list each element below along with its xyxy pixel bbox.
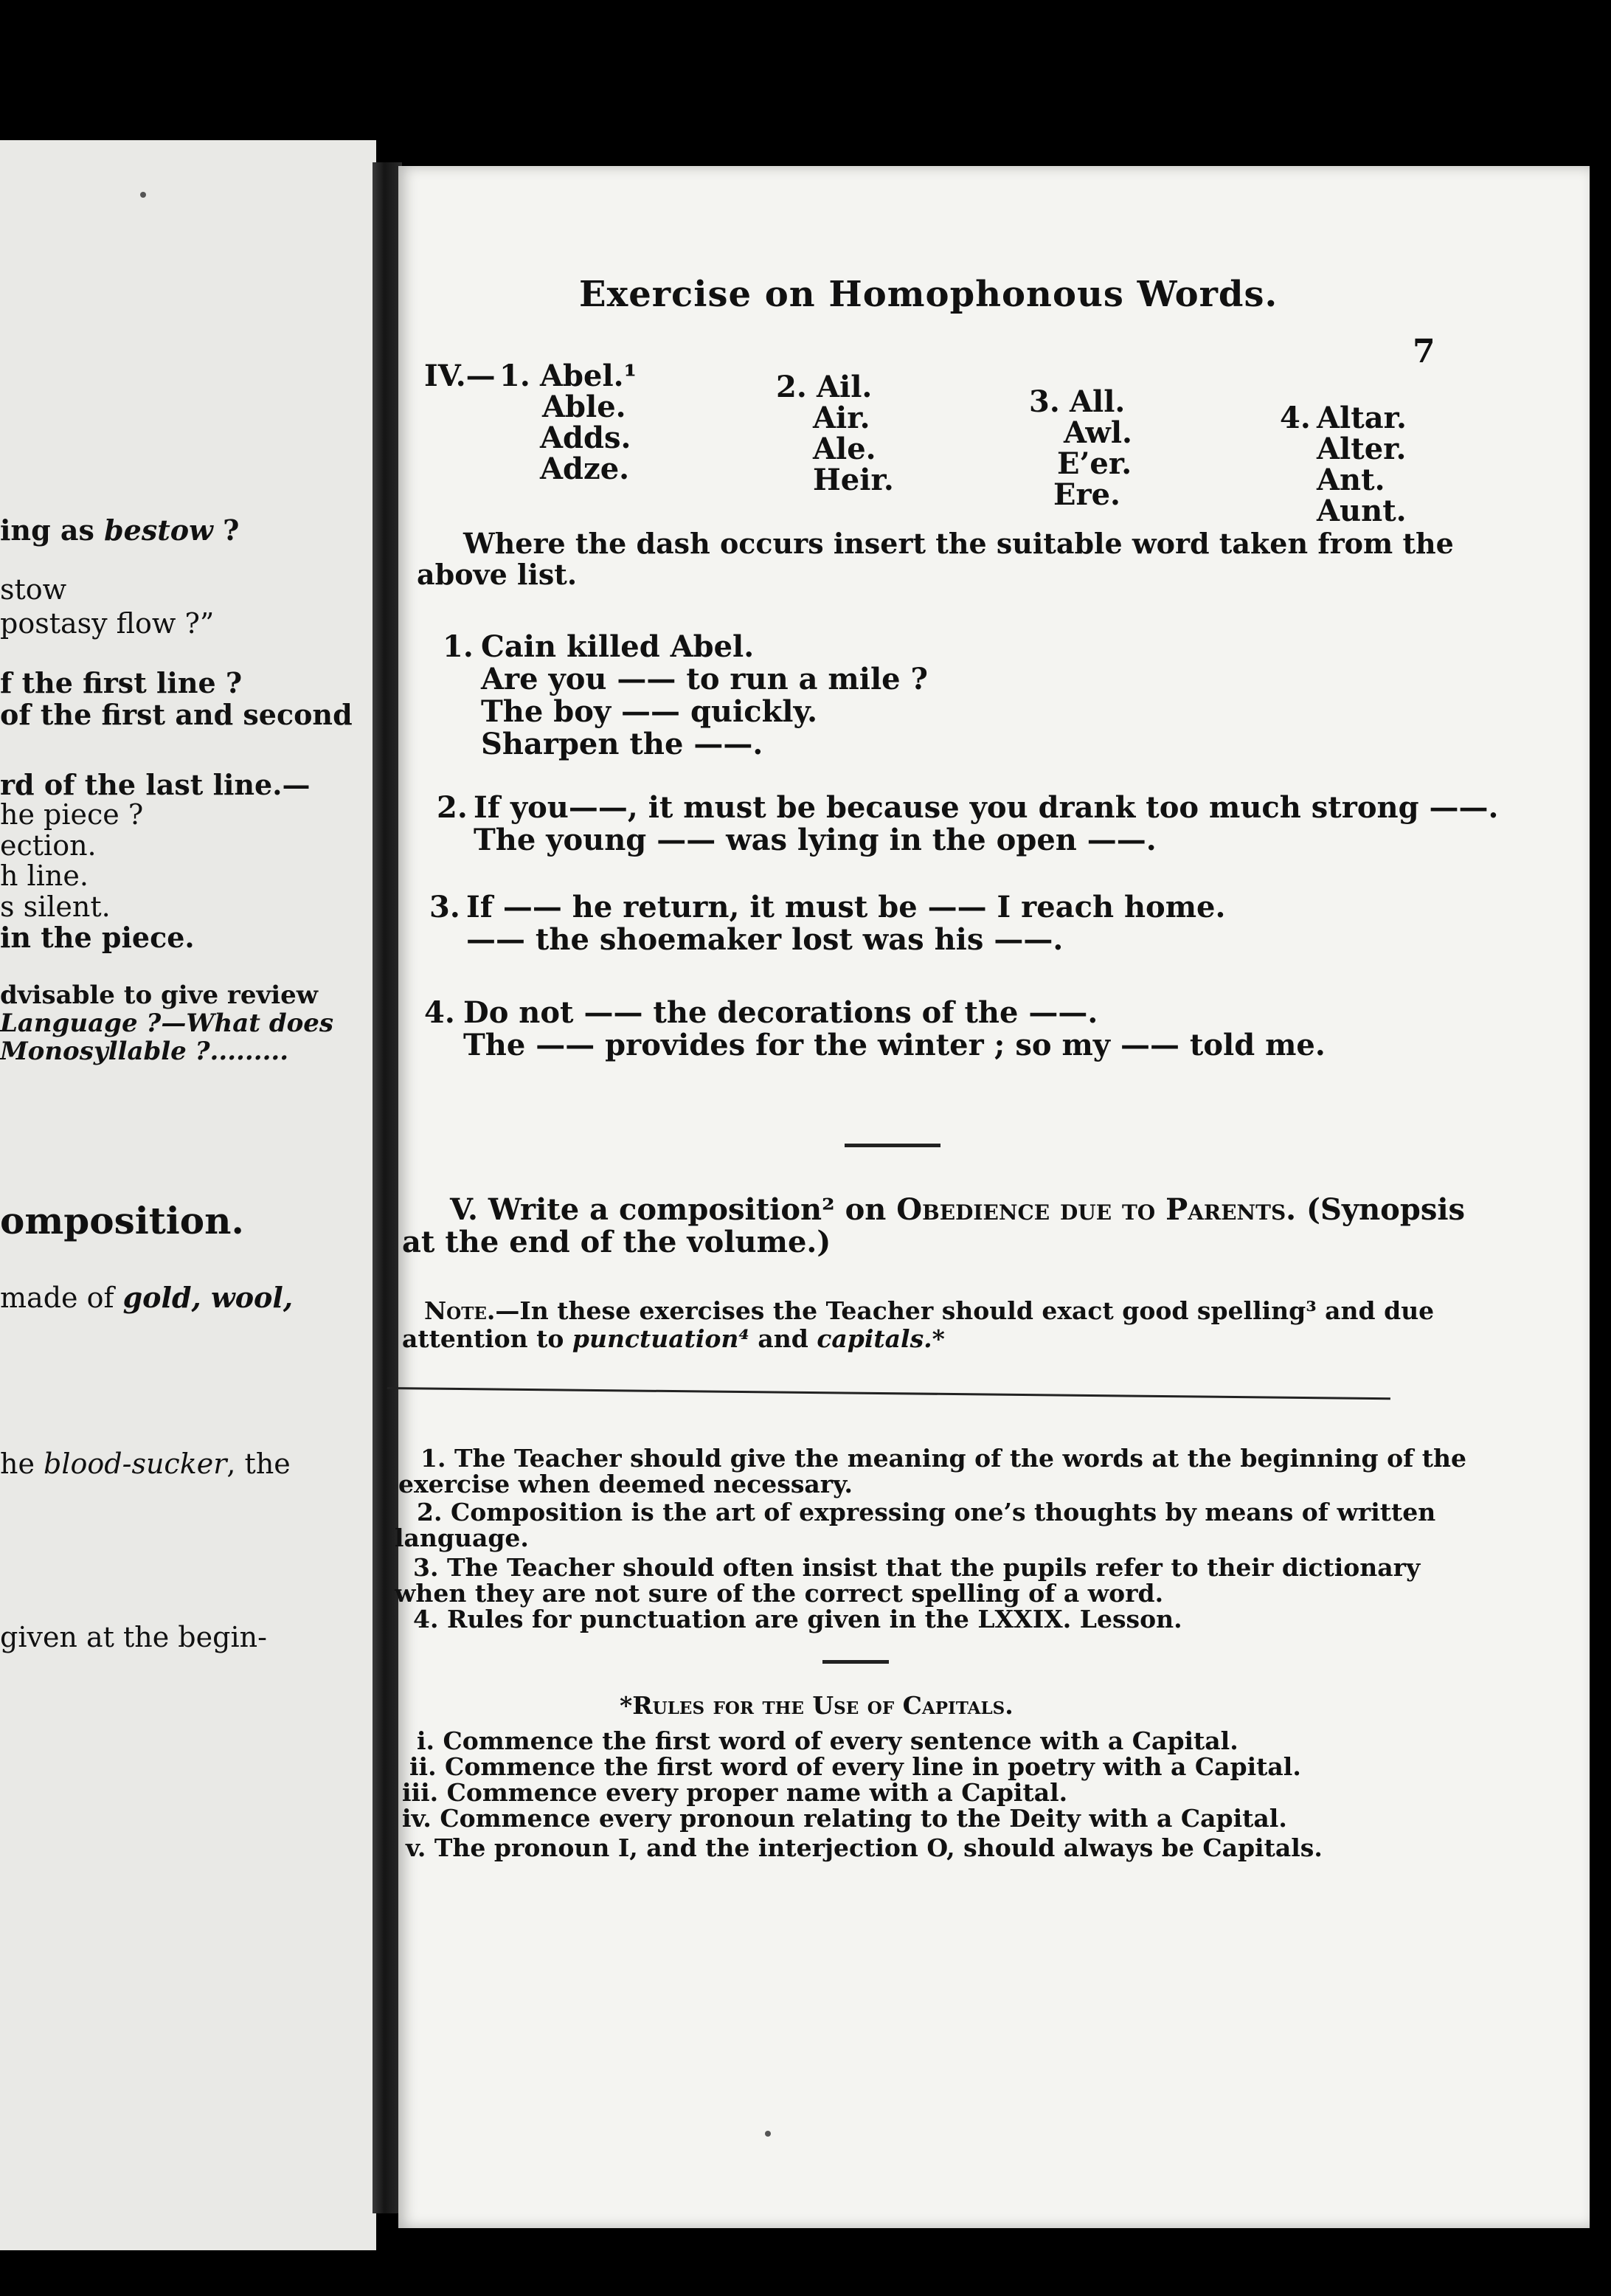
group-word: Altar. — [1317, 401, 1407, 435]
left-line: given at the begin- — [0, 1621, 267, 1653]
left-line: stow — [0, 573, 67, 606]
exercise-line: If —— he return, it must be —— I reach home. — [466, 890, 1226, 924]
group-word: Ail. — [817, 370, 873, 404]
left-line: ing as bestow ? — [0, 514, 240, 547]
group-word: Alter. — [1317, 432, 1407, 466]
left-line: h line. — [0, 860, 89, 892]
group-number: 2. — [776, 370, 807, 404]
book-spine — [373, 162, 402, 2213]
left-line: Monosyllable ?......... — [0, 1037, 289, 1066]
group-word: Heir. — [813, 463, 894, 497]
group-word: E’er. — [1057, 446, 1132, 481]
page-number: 7 — [1413, 333, 1435, 370]
group-word: Ale. — [813, 432, 876, 466]
exercise-iv-label: IV.— — [424, 359, 496, 393]
footnote-line: language. — [395, 1524, 529, 1552]
rule-line: iv. Commence every pronoun relating to the Deity with a Capital. — [402, 1804, 1287, 1833]
group-number: 1. — [499, 359, 530, 393]
group-word: Aunt. — [1317, 494, 1407, 528]
group-word: Able. — [542, 390, 626, 424]
left-heading: omposition. — [0, 1199, 244, 1242]
instruction-line: Where the dash occurs insert the suitable word taken from the — [463, 527, 1454, 560]
exercise-line: The —— provides for the winter ; so my —— told me. — [463, 1028, 1326, 1062]
exercise-v-line: V. Write a composition² on Obedience due to Parents. (Synopsis — [450, 1192, 1466, 1227]
group-word: Awl. — [1064, 415, 1132, 450]
left-page — [0, 140, 376, 2250]
note-line: Note.—In these exercises the Teacher should exact good spelling³ and due — [424, 1296, 1435, 1325]
left-line: of the first and second — [0, 698, 353, 731]
group-word: Adds. — [540, 421, 631, 455]
left-line: f the first line ? — [0, 666, 243, 699]
group-word: Air. — [813, 401, 870, 435]
group-word: All. — [1070, 384, 1126, 419]
left-line: in the piece. — [0, 921, 195, 954]
exercise-line: The young —— was lying in the open ——. — [474, 823, 1157, 857]
rule-line: ii. Commence the first word of every line in poetry with a Capital. — [409, 1752, 1301, 1781]
group-word: Abel.¹ — [540, 359, 637, 393]
group-word: Ant. — [1317, 463, 1385, 497]
rule-line: iii. Commence every proper name with a Capital. — [402, 1778, 1068, 1807]
left-line: postasy flow ?” — [0, 607, 215, 640]
note-line: attention to punctuation⁴ and capitals.* — [402, 1324, 945, 1353]
instruction-line: above list. — [417, 558, 578, 591]
left-line: he blood-sucker, the — [0, 1448, 291, 1480]
rule-line: i. Commence the first word of every sentence with a Capital. — [417, 1726, 1238, 1755]
exercise-v-line: at the end of the volume.) — [402, 1225, 831, 1259]
left-line: he piece ? — [0, 798, 144, 831]
footnote-line: 3. The Teacher should often insist that the pupils refer to their dictionary — [413, 1553, 1421, 1582]
right-page — [395, 166, 1590, 2228]
group-number: 3. — [1029, 384, 1060, 419]
footnote-rule — [387, 1387, 1390, 1400]
section-divider — [822, 1660, 889, 1664]
exercise-line: —— the shoemaker lost was his ——. — [466, 922, 1064, 957]
group-word: Ere. — [1053, 477, 1120, 512]
group-number: 4. — [1280, 401, 1311, 435]
exercise-number: 2. — [437, 790, 468, 825]
footnote-line: when they are not sure of the correct spelling of a word. — [395, 1579, 1164, 1608]
rule-line: v. The pronoun I, and the interjection O, should always be Capitals. — [406, 1833, 1323, 1862]
left-line: s silent. — [0, 891, 111, 923]
exercise-line: Cain killed Abel. — [481, 629, 755, 664]
left-line: made of gold, wool, — [0, 1281, 294, 1314]
rules-title: *Rules for the Use of Capitals. — [620, 1691, 1014, 1720]
exercise-line: Are you —— to run a mile ? — [481, 662, 928, 696]
page-title: Exercise on Homophonous Words. — [579, 274, 1278, 315]
left-line: ection. — [0, 829, 97, 862]
footnote-line: exercise when deemed necessary. — [398, 1470, 853, 1498]
group-word: Adze. — [540, 452, 630, 486]
section-divider — [845, 1144, 940, 1147]
exercise-line: Sharpen the ——. — [481, 727, 763, 761]
left-line: rd of the last line.— — [0, 768, 311, 801]
left-line: dvisable to give review — [0, 981, 319, 1010]
exercise-number: 4. — [424, 995, 455, 1030]
exercise-line: Do not —— the decorations of the ——. — [463, 995, 1098, 1030]
speck — [765, 2131, 771, 2137]
speck — [140, 192, 146, 198]
exercise-line: The boy —— quickly. — [481, 694, 818, 729]
exercise-line: If you——, it must be because you drank too much strong ——. — [474, 790, 1499, 825]
footnote-line: 2. Composition is the art of expressing one’s thoughts by means of written — [417, 1498, 1436, 1526]
exercise-number: 1. — [443, 629, 474, 664]
left-line: Language ?—What does — [0, 1009, 334, 1038]
exercise-number: 3. — [429, 890, 460, 924]
footnote-line: 4. Rules for punctuation are given in the LXXIX. Lesson. — [413, 1605, 1182, 1633]
footnote-line: 1. The Teacher should give the meaning of the words at the beginning of the — [420, 1444, 1467, 1473]
